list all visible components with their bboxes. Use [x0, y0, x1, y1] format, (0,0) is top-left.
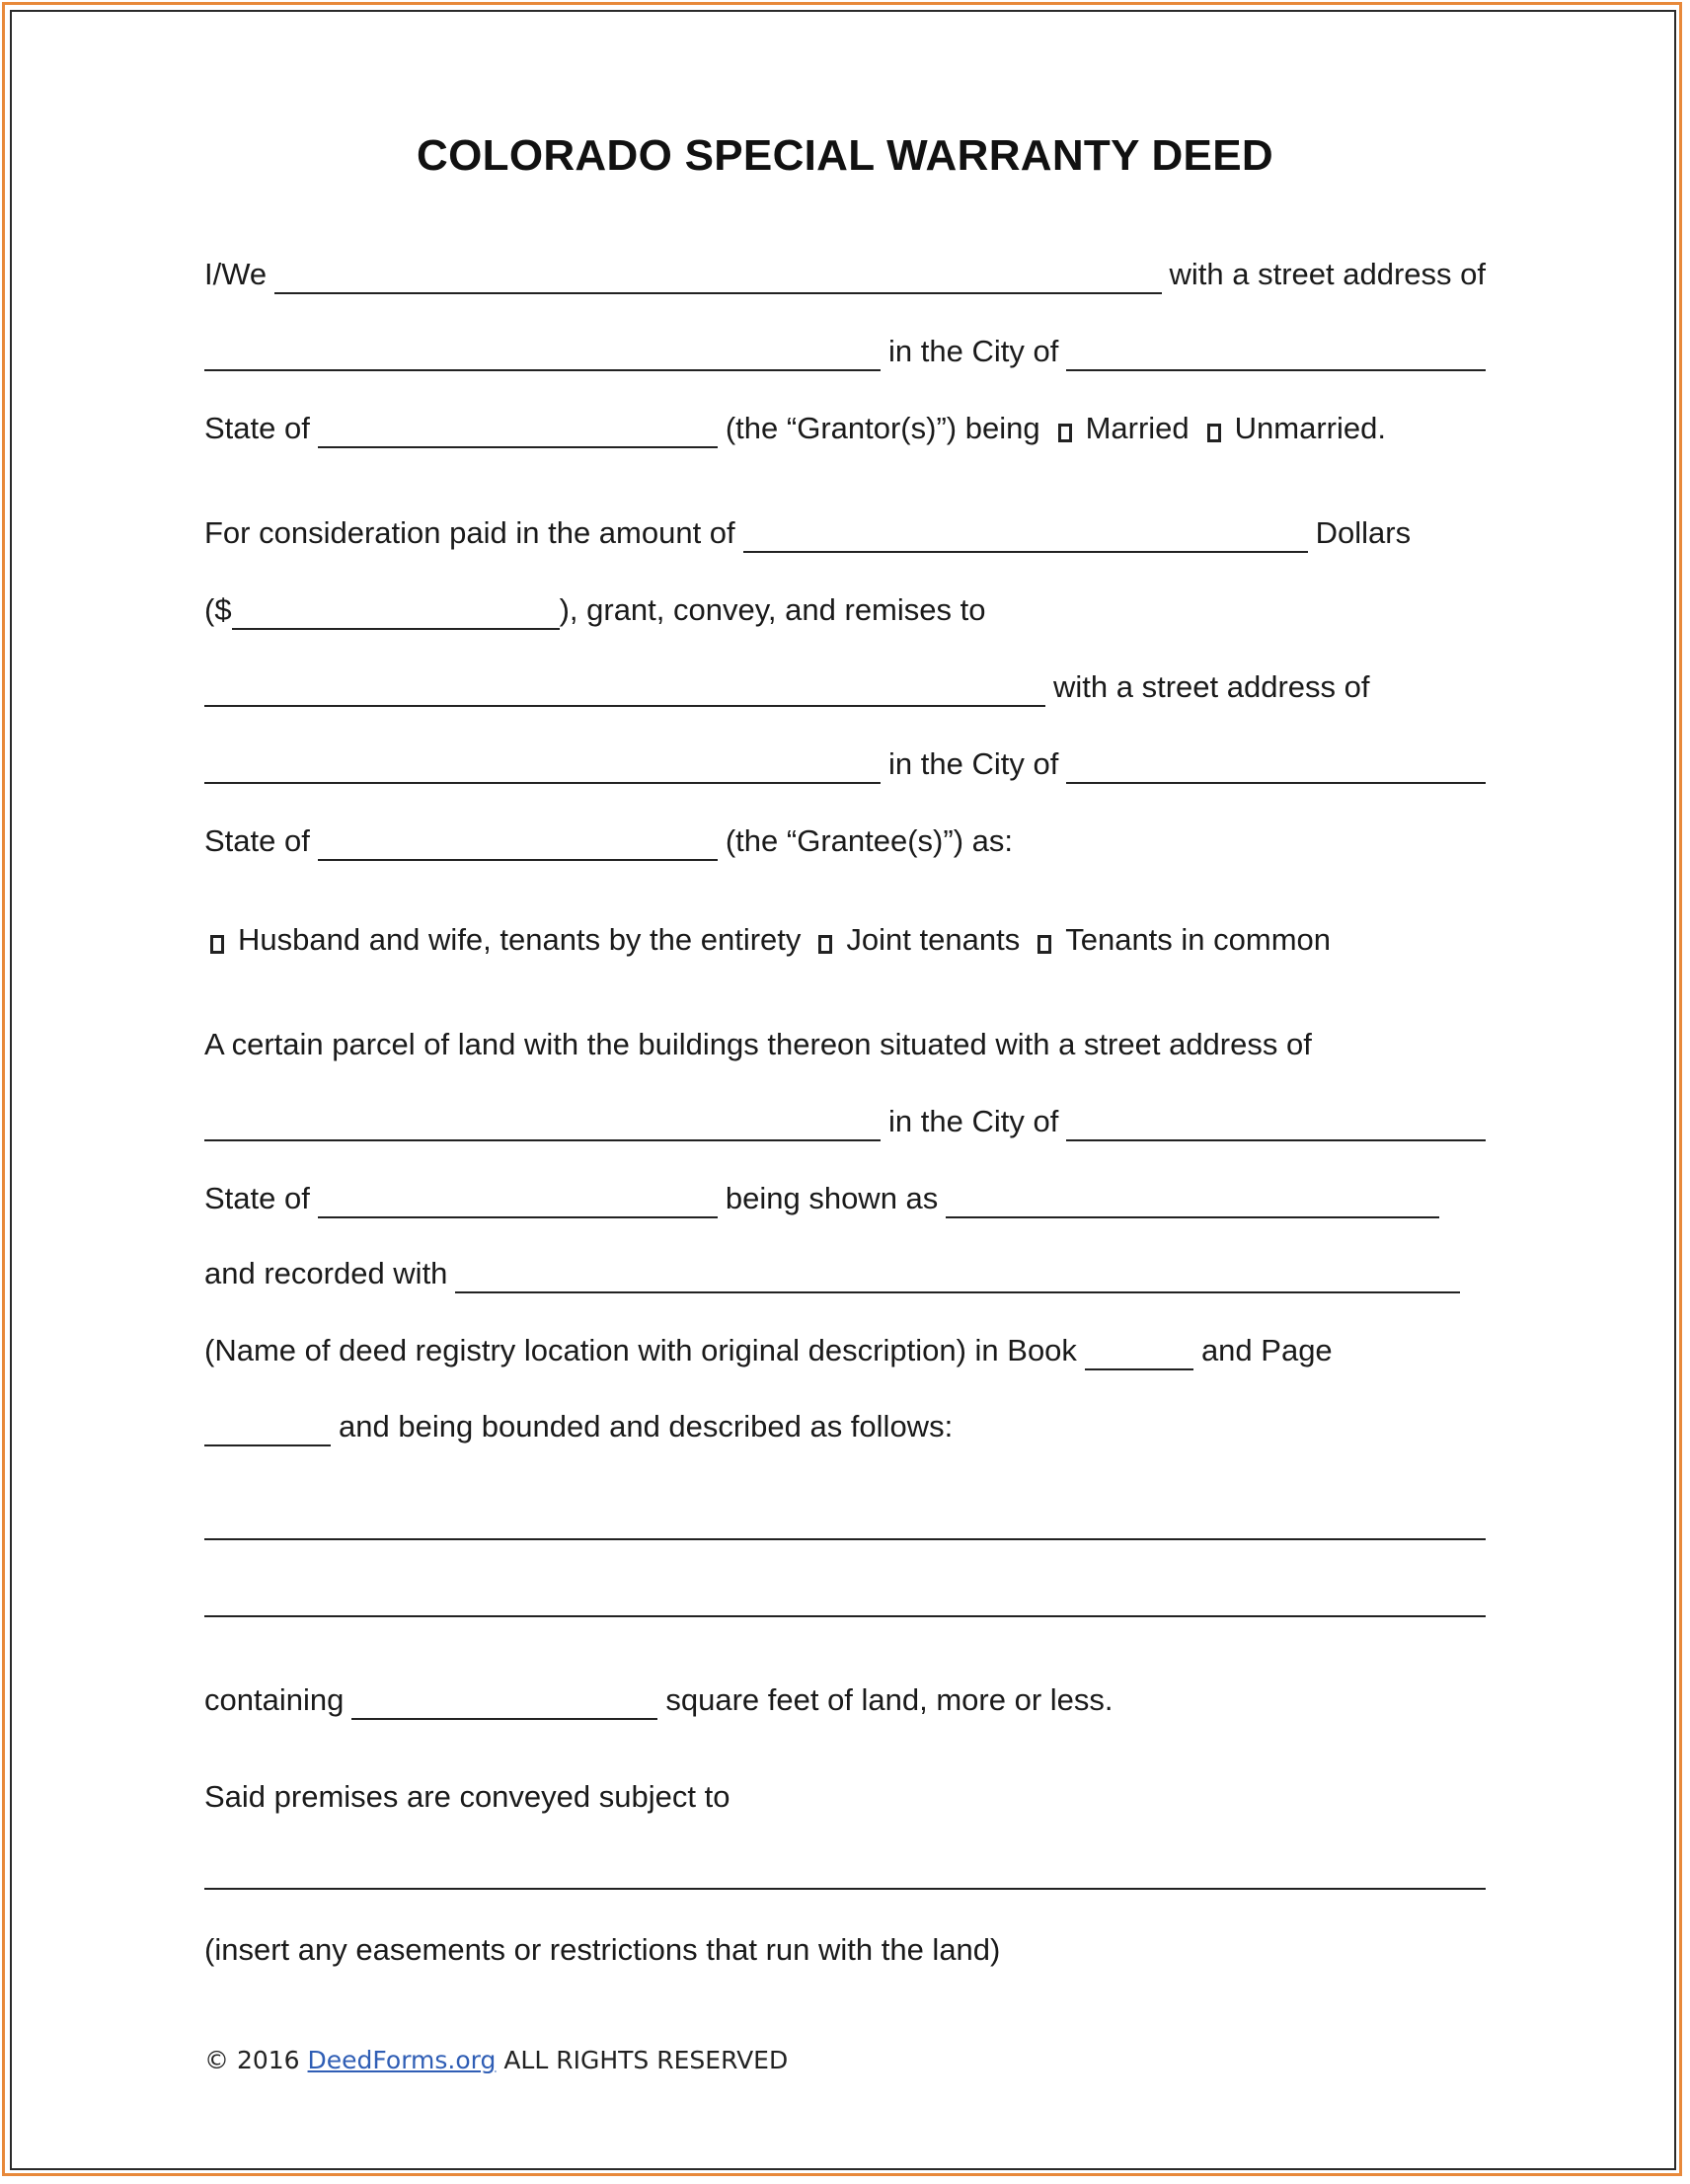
husband-wife-checkbox[interactable] [210, 935, 224, 954]
grantee-name-line [204, 663, 1486, 707]
shown-as-label: being shown as [725, 1181, 939, 1215]
site-link[interactable]: DeedForms.org [307, 2046, 497, 2074]
and-page-label: and Page [1200, 1333, 1333, 1367]
easements-field[interactable] [204, 1854, 1486, 1890]
square-feet-label: square feet of land, more or less. [665, 1682, 1114, 1717]
rights-text: ALL RIGHTS RESERVED [503, 2046, 789, 2074]
grantee-name-field[interactable] [204, 671, 1045, 707]
consideration-line [204, 509, 1486, 553]
description-line-1 [204, 1497, 1486, 1540]
joint-tenants-label: Joint tenants [846, 922, 1021, 957]
said-premises-line [204, 1773, 1486, 1817]
tenancy-line [204, 916, 1486, 960]
consideration-words-field[interactable] [743, 517, 1308, 553]
grant-label: ), grant, convey, and remises to [559, 592, 986, 627]
tenants-common-label: Tenants in common [1065, 922, 1332, 957]
grantor-address-line [204, 328, 1486, 371]
grantee-city-field[interactable] [1066, 748, 1486, 784]
city-label: in the City of [888, 334, 1059, 368]
square-feet-field[interactable] [351, 1684, 657, 1720]
state-label: State of [204, 1181, 310, 1215]
parcel-line [204, 1021, 1486, 1064]
parcel-state-field[interactable] [318, 1183, 718, 1218]
grantor-name-line [204, 251, 1486, 294]
parcel-label: A certain parcel of land with the buildings thereon situated with a street address of [204, 1027, 1312, 1061]
grantee-address-line [204, 741, 1486, 784]
married-label: Married [1085, 411, 1190, 445]
joint-tenants-checkbox[interactable] [818, 935, 832, 954]
consideration-label: For consideration paid in the amount of [204, 515, 735, 550]
grantor-state-field[interactable] [318, 413, 718, 448]
recorded-with-label: and recorded with [204, 1256, 448, 1290]
dollars-label: Dollars [1315, 515, 1412, 550]
grantor-street-field[interactable] [204, 336, 881, 371]
grantor-label: (the “Grantor(s)”) being [725, 411, 1040, 445]
grantor-city-field[interactable] [1066, 336, 1486, 371]
tenants-common-checkbox[interactable] [1037, 935, 1051, 954]
grantee-state-line [204, 818, 1486, 861]
registry-label: (Name of deed registry location with original description) in Book [204, 1333, 1077, 1367]
grantee-label: (the “Grantee(s)”) as: [725, 823, 1013, 858]
bounded-line [204, 1403, 1486, 1446]
amount-field[interactable] [232, 594, 560, 630]
containing-line [204, 1677, 1486, 1720]
parcel-street-field[interactable] [204, 1106, 881, 1141]
grantee-state-field[interactable] [318, 825, 718, 861]
recorded-line [204, 1250, 1486, 1293]
easements-note: (insert any easements or restrictions that run with the land) [204, 1932, 1001, 1967]
description-line-2 [204, 1574, 1486, 1617]
easements-line [204, 1846, 1486, 1890]
grantor-state-line [204, 405, 1486, 448]
unmarried-checkbox[interactable] [1207, 424, 1221, 442]
amount-line [204, 586, 1486, 630]
state-label: State of [204, 823, 310, 858]
easements-note-line [204, 1926, 1486, 1970]
grantee-street-field[interactable] [204, 748, 881, 784]
street-address-label: with a street address of [1169, 257, 1486, 291]
document-title: COLORADO SPECIAL WARRANTY DEED [417, 131, 1273, 180]
state-label: State of [204, 411, 310, 445]
description-field-1[interactable] [204, 1505, 1486, 1540]
iwe-label: I/We [204, 257, 268, 291]
registry-line [204, 1327, 1486, 1370]
city-label: in the City of [888, 1104, 1059, 1138]
book-field[interactable] [1085, 1335, 1193, 1370]
shown-as-field[interactable] [946, 1183, 1439, 1218]
description-field-2[interactable] [204, 1582, 1486, 1617]
parcel-city-field[interactable] [1066, 1106, 1486, 1141]
city-label: in the City of [888, 746, 1059, 781]
husband-wife-label: Husband and wife, tenants by the entirety [238, 922, 802, 957]
married-checkbox[interactable] [1058, 424, 1072, 442]
unmarried-label: Unmarried. [1234, 411, 1386, 445]
registry-field[interactable] [455, 1258, 1460, 1293]
parcel-address-line [204, 1098, 1486, 1141]
dollar-open-label: ($ [204, 592, 232, 627]
street-address-label: with a street address of [1053, 669, 1370, 704]
copyright-text: © 2016 [204, 2046, 300, 2074]
parcel-state-line [204, 1175, 1486, 1218]
containing-label: containing [204, 1682, 345, 1717]
footer [204, 2044, 788, 2077]
page-field[interactable] [204, 1411, 331, 1446]
bounded-label: and being bounded and described as follows: [339, 1409, 954, 1443]
said-premises-label: Said premises are conveyed subject to [204, 1779, 730, 1814]
grantor-name-field[interactable] [274, 259, 1161, 294]
